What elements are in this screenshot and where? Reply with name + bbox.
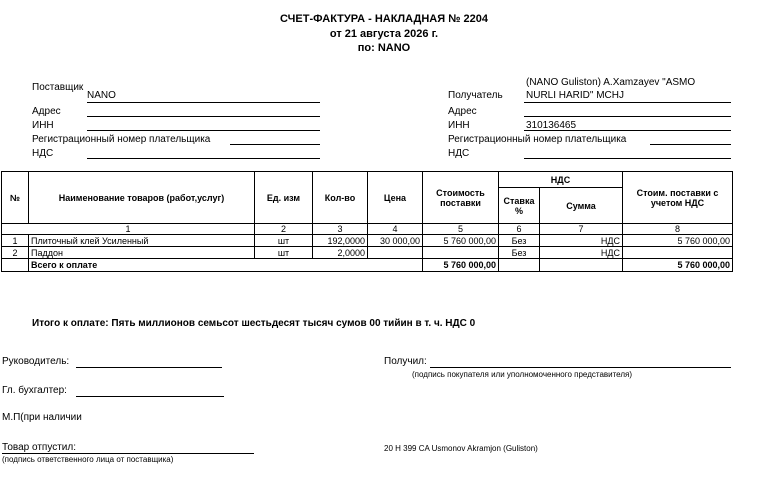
row-num: 1 bbox=[2, 235, 29, 247]
total-cost: 5 760 000,00 bbox=[423, 259, 499, 272]
released-note: (подпись ответственного лица от поставщика) bbox=[2, 455, 174, 464]
col-number: 2 bbox=[255, 224, 313, 235]
col-number: 3 bbox=[313, 224, 368, 235]
col-number: 5 bbox=[423, 224, 499, 235]
recipient-reg-label: Регистрационный номер плательщика bbox=[448, 134, 627, 145]
row-cost: 5 760 000,00 bbox=[423, 235, 499, 247]
total-label: Всего к оплате bbox=[29, 259, 423, 272]
row-num: 2 bbox=[2, 247, 29, 259]
col-number: 7 bbox=[540, 224, 623, 235]
recipient-vat-label: НДС bbox=[448, 148, 470, 159]
supplier-inn-label: ИНН bbox=[32, 120, 54, 131]
row-name: Паддон bbox=[29, 247, 255, 259]
row-total bbox=[623, 247, 733, 259]
col-number: 1 bbox=[2, 224, 255, 235]
row-qty: 2,0000 bbox=[313, 247, 368, 259]
total-with-vat: 5 760 000,00 bbox=[623, 259, 733, 272]
row-vat-rate: Без bbox=[499, 235, 540, 247]
col-header-name: Наименование товаров (работ,услуг) bbox=[29, 172, 255, 224]
row-unit: шт bbox=[255, 235, 313, 247]
recipient-underline bbox=[524, 102, 731, 103]
col-header-num: № bbox=[2, 172, 29, 224]
supplier-reg-line bbox=[230, 144, 320, 145]
director-sign-line bbox=[76, 367, 222, 368]
supplier-address-label: Адрес bbox=[32, 106, 61, 117]
recipient-inn-line bbox=[524, 130, 731, 131]
col-header-vat-sum: Сумма bbox=[540, 188, 623, 224]
row-vat-sum: НДС bbox=[540, 235, 623, 247]
table-row bbox=[2, 247, 733, 259]
recipient-inn-value: 310136465 bbox=[526, 120, 577, 131]
accountant-sign-line bbox=[76, 396, 224, 397]
recipient-address-line bbox=[524, 116, 731, 117]
col-header-qty: Кол-во bbox=[313, 172, 368, 224]
received-label: Получил: bbox=[384, 356, 427, 367]
invoice-date: от 21 августа 2026 г. bbox=[329, 28, 439, 40]
invoice-table bbox=[1, 171, 733, 272]
row-unit: шт bbox=[255, 247, 313, 259]
col-number: 4 bbox=[368, 224, 423, 235]
col-header-total: Стоим. поставки с учетом НДС bbox=[623, 172, 733, 224]
col-header-cost: Стоимость поставки bbox=[423, 172, 499, 224]
row-cost bbox=[423, 247, 499, 259]
col-number: 8 bbox=[623, 224, 733, 235]
released-sign-line bbox=[2, 453, 254, 454]
accountant-label: Гл. бухгалтер: bbox=[2, 385, 67, 396]
supplier-label: Поставщик bbox=[32, 82, 84, 93]
total-row bbox=[2, 259, 733, 272]
recipient-label: Получатель bbox=[448, 90, 503, 101]
recipient-reg-line bbox=[650, 144, 731, 145]
row-name: Плиточный клей Усиленный bbox=[29, 235, 255, 247]
recipient-vat-line bbox=[524, 158, 731, 159]
row-price bbox=[368, 247, 423, 259]
col-header-vat-rate: Ставка % bbox=[499, 188, 540, 224]
col-header-price: Цена bbox=[368, 172, 423, 224]
supplier-inn-line bbox=[87, 130, 320, 131]
col-header-unit: Ед. изм bbox=[255, 172, 313, 224]
col-header-vat: НДС bbox=[499, 172, 623, 188]
invoice-title: СЧЕТ-ФАКТУРА - НАКЛАДНАЯ № 2204 bbox=[280, 13, 488, 25]
supplier-address-line bbox=[87, 116, 320, 117]
stamp-label: М.П(при наличии bbox=[2, 412, 82, 423]
col-number: 6 bbox=[499, 224, 540, 235]
invoice-for: по: NANO bbox=[357, 42, 411, 54]
row-vat-sum: НДС bbox=[540, 247, 623, 259]
recipient-value-line1: (NANO Guliston) A.Xamzayev "ASMO bbox=[526, 77, 696, 88]
table-row bbox=[2, 235, 733, 247]
supplier-underline bbox=[87, 102, 320, 103]
supplier-vat-line bbox=[87, 158, 320, 159]
row-vat-rate: Без bbox=[499, 247, 540, 259]
supplier-value: NANO bbox=[87, 90, 116, 101]
driver-note: 20 H 399 CA Usmonov Akramjon (Guliston) bbox=[384, 444, 538, 453]
received-note: (подпись покупателя или уполномоченного представителя) bbox=[412, 370, 633, 379]
recipient-inn-label: ИНН bbox=[448, 120, 470, 131]
row-price: 30 000,00 bbox=[368, 235, 423, 247]
received-sign-line bbox=[430, 367, 731, 368]
row-total: 5 760 000,00 bbox=[623, 235, 733, 247]
row-qty: 192,0000 bbox=[313, 235, 368, 247]
supplier-vat-label: НДС bbox=[32, 148, 54, 159]
supplier-reg-label: Регистрационный номер плательщика bbox=[32, 134, 211, 145]
director-label: Руководитель: bbox=[2, 356, 70, 367]
recipient-value-line2: NURLI HARID" MCHJ bbox=[526, 90, 624, 101]
summary-text: Итого к оплате: Пять миллионов семьсот шестьдесят тысяч сумов 00 тийин в т. ч. НДС 0 bbox=[32, 318, 476, 329]
recipient-address-label: Адрес bbox=[448, 106, 477, 117]
released-label: Товар отпустил: bbox=[2, 442, 76, 453]
